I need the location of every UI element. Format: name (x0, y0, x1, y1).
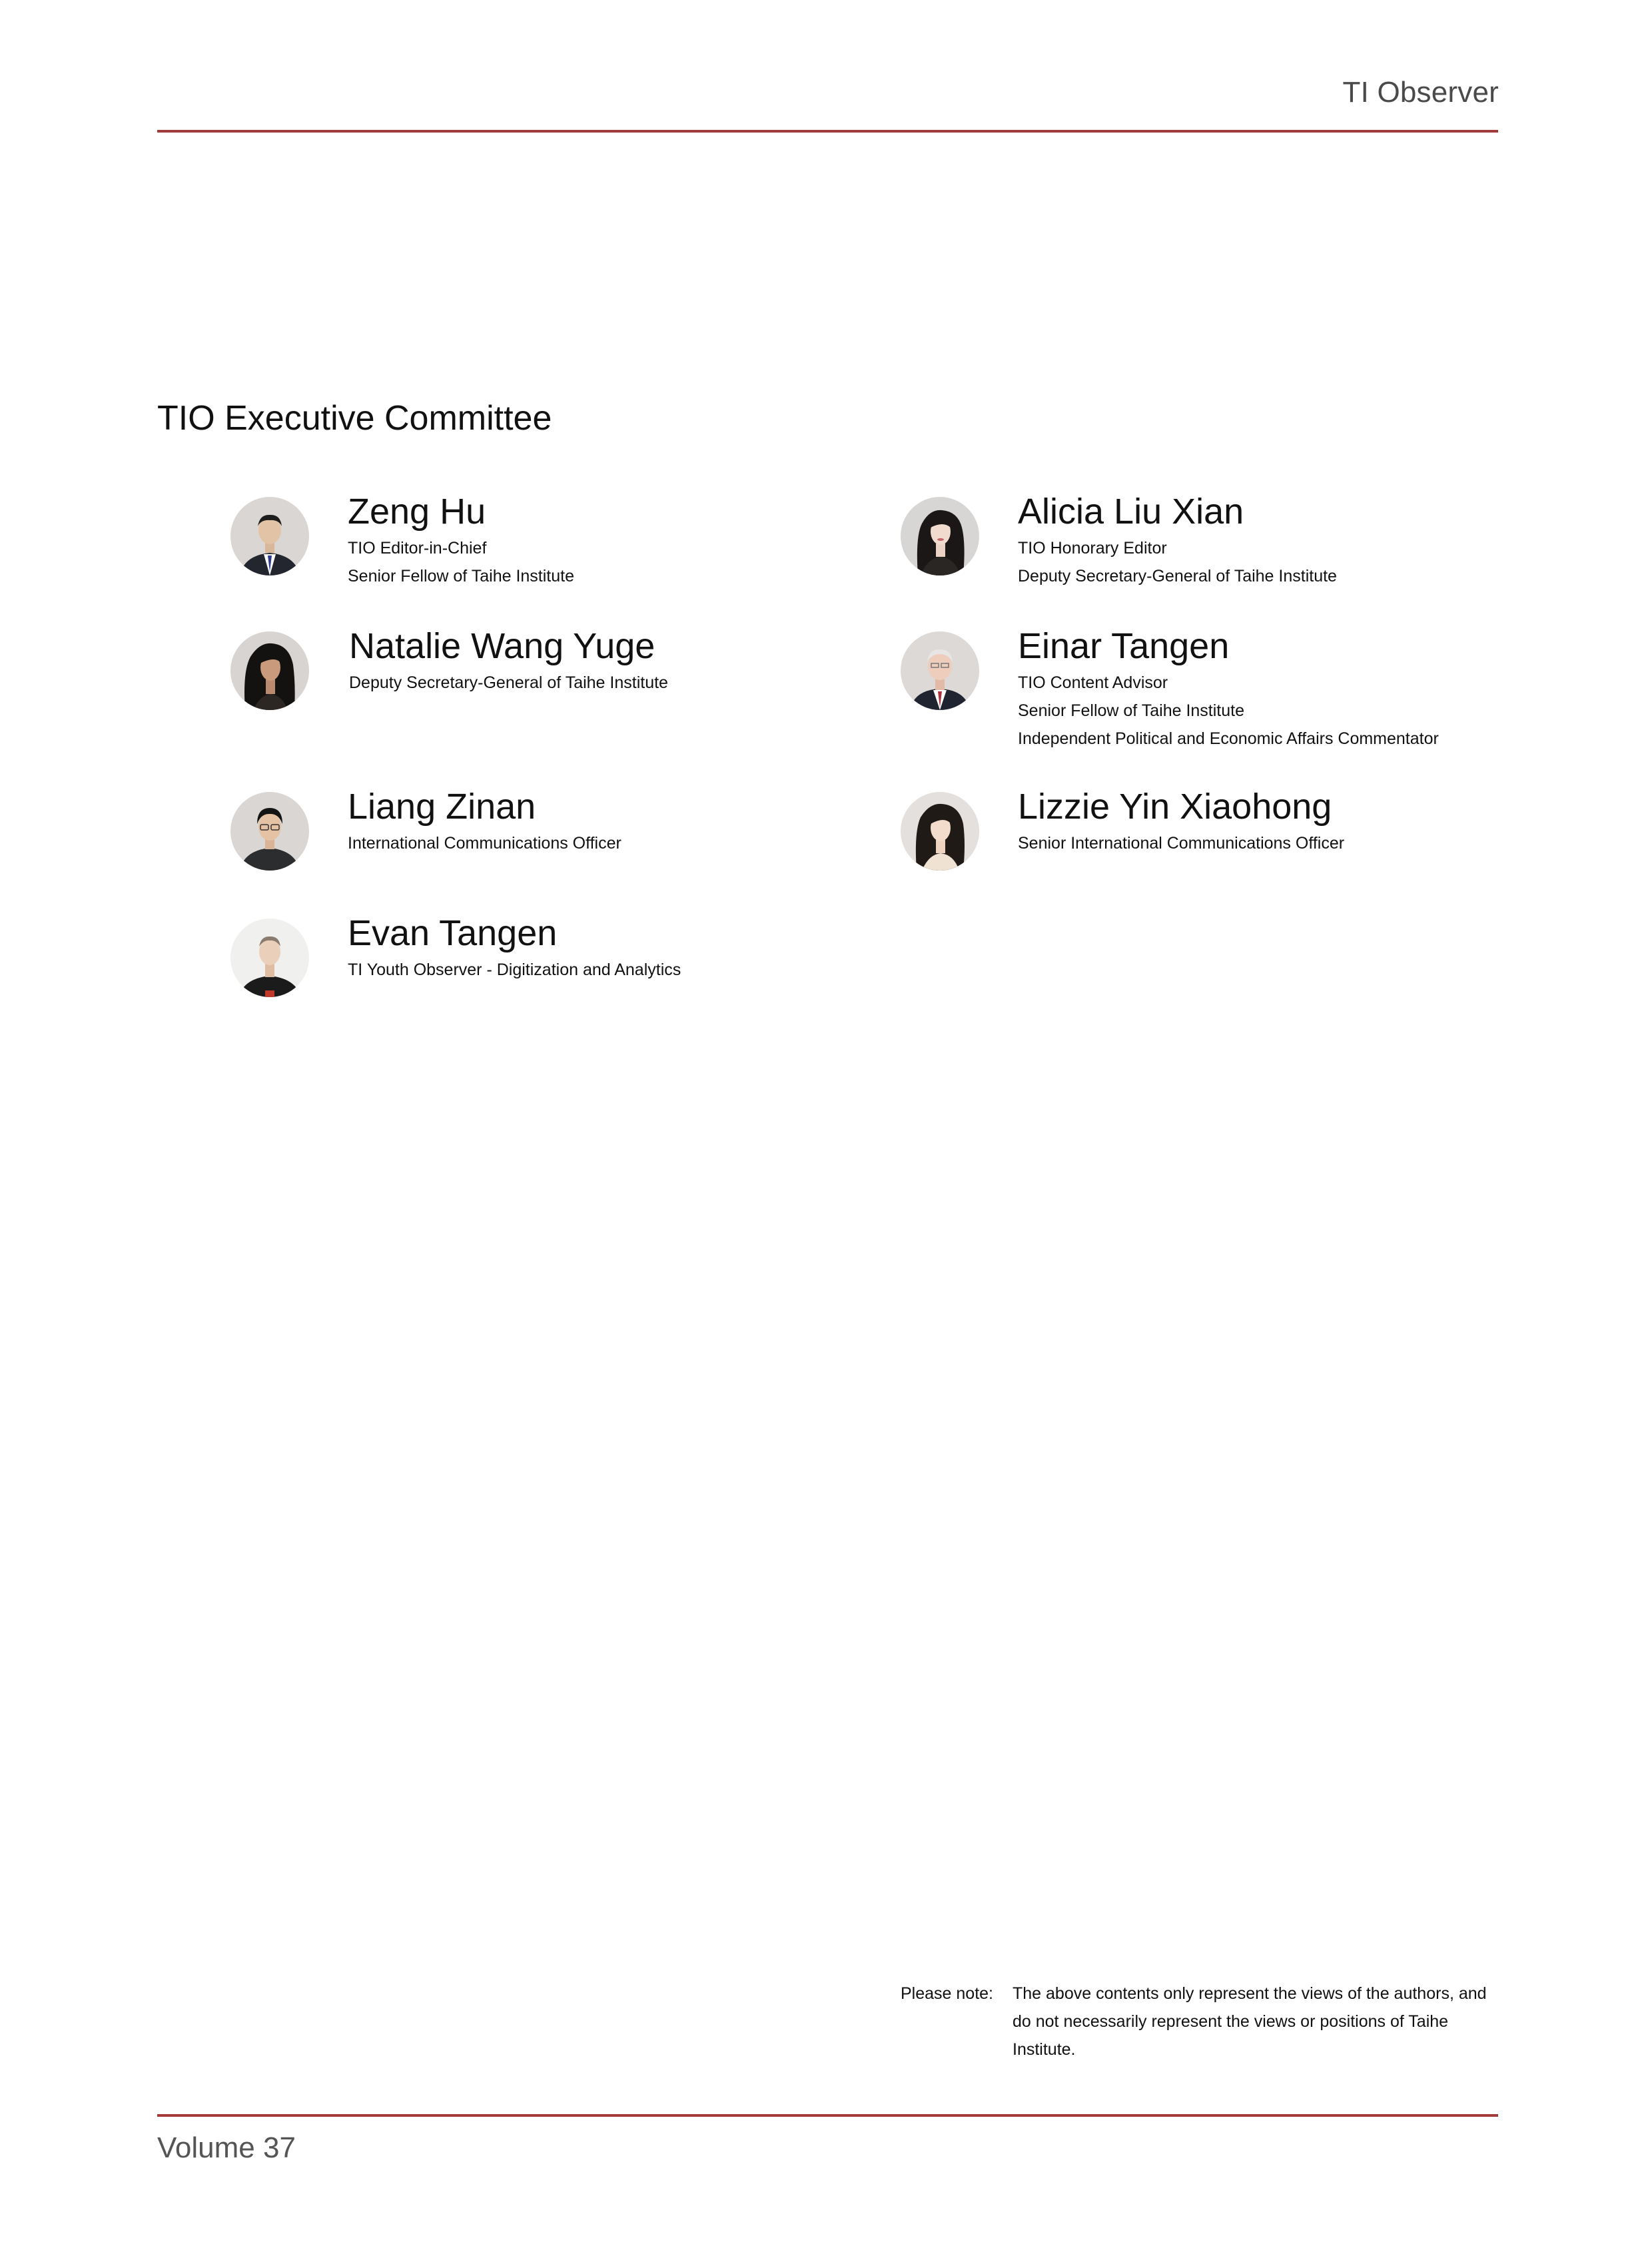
disclaimer-text: The above contents only represent the views of the authors, and do not necessarily represent the views or positions of Taihe Institute. (1013, 1984, 1487, 2059)
portrait-photo (901, 631, 979, 710)
portrait-photo (230, 497, 309, 575)
running-header-title: TI Observer (1342, 76, 1499, 109)
member-card-natalie-wang-yuge (230, 626, 668, 710)
member-role: Deputy Secretary-General of Taihe Institute (1018, 567, 1337, 585)
disclaimer-note (901, 1980, 1492, 2063)
volume-number: Volume 37 (157, 2131, 296, 2164)
member-role: Senior Fellow of Taihe Institute (348, 567, 575, 585)
member-name: Alicia Liu Xian (1018, 492, 1244, 532)
section-title: TIO Executive Committee (157, 399, 552, 438)
footer-rule (157, 2114, 1498, 2117)
member-name: Evan Tangen (348, 913, 558, 953)
member-role: International Communications Officer (348, 834, 621, 853)
member-card-lizzie-yin-xiaohong (901, 787, 1345, 871)
member-name: Einar Tangen (1018, 626, 1230, 666)
portrait-photo (230, 792, 309, 871)
member-card-liang-zinan (230, 787, 621, 871)
member-role: TIO Honorary Editor (1018, 539, 1167, 558)
portrait-photo (901, 792, 979, 871)
member-name: Natalie Wang Yuge (349, 626, 655, 666)
disclaimer-label: Please note: (901, 1984, 993, 2003)
member-role: TI Youth Observer - Digitization and Analytics (348, 960, 681, 979)
member-role: TIO Editor-in-Chief (348, 539, 487, 558)
portrait-photo (230, 919, 309, 997)
portrait-photo (230, 631, 309, 710)
member-name: Zeng Hu (348, 492, 486, 532)
member-role: TIO Content Advisor (1018, 673, 1168, 692)
member-card-zeng-hu (230, 492, 575, 590)
member-role: Senior International Communications Officer (1018, 834, 1345, 853)
member-card-einar-tangen (901, 626, 1439, 753)
member-name: Lizzie Yin Xiaohong (1018, 787, 1332, 827)
member-card-evan-tangen (230, 913, 681, 997)
member-name: Liang Zinan (348, 787, 536, 827)
header-rule (157, 130, 1498, 133)
member-role: Deputy Secretary-General of Taihe Institute (349, 673, 668, 692)
member-card-alicia-liu-xian (901, 492, 1337, 590)
member-role: Independent Political and Economic Affairs Commentator (1018, 729, 1439, 748)
member-role: Senior Fellow of Taihe Institute (1018, 701, 1245, 720)
portrait-photo (901, 497, 979, 575)
